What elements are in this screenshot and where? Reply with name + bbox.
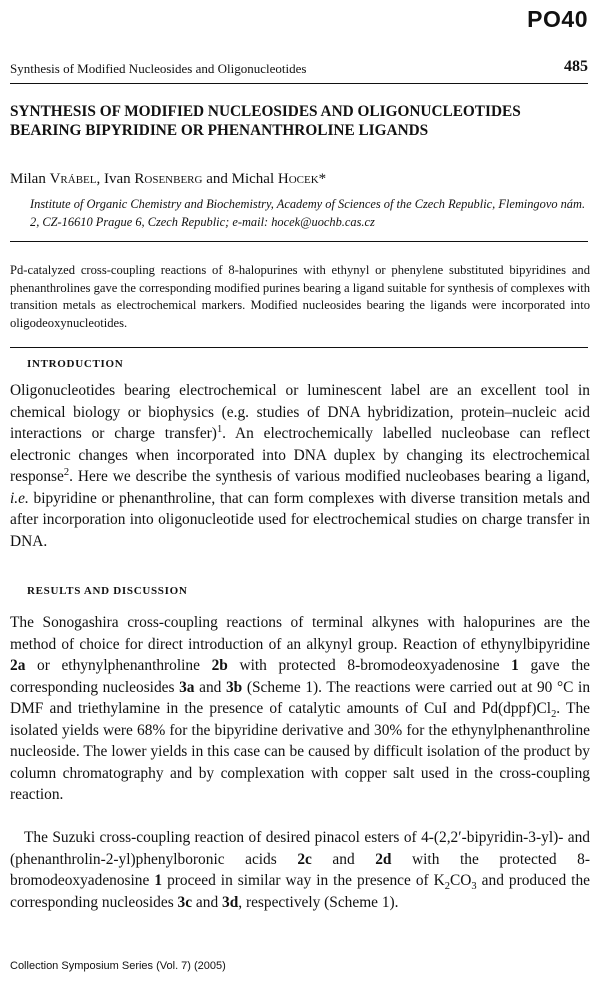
citation-ref: 2 (63, 466, 70, 478)
compound-label: 1 (511, 657, 519, 674)
text-run: or ethynylphenanthroline (25, 657, 212, 674)
compound-label: 3a (179, 678, 195, 696)
author-first-name: Michal (231, 171, 275, 187)
text-run: , respectively (Scheme 1). (238, 893, 399, 911)
compound-label: 2c (297, 850, 312, 868)
running-title: Synthesis of Modified Nucleosides and Oligonucleotides (10, 61, 307, 76)
results-paragraph-1 (10, 612, 590, 806)
abstract: Pd-catalyzed cross-coupling reactions of 8-halopurines with ethynyl or phenylene substituted bipyridines and phenanthrolines gave the corresponding modified purines bearing a ligand suitable for synthesis of complexes with transition metals as electrochemical markers. Modified nucleosides bearing the ligands were incorporated into oligodeoxynucleotides. (10, 263, 590, 330)
author-first-name: Milan (10, 171, 46, 187)
paper-code: PO40 (527, 6, 588, 32)
abstract-bottom-rule (10, 347, 588, 348)
author-last-name: Hocek (277, 171, 319, 187)
text-run: and (192, 893, 222, 911)
text-run: and (194, 678, 226, 696)
author-list (10, 171, 326, 188)
text-run: proceed in similar way in the presence of K (162, 872, 445, 889)
italic-text: i.e. (10, 489, 29, 507)
text-run: The Suzuki cross-coupling reaction of desired pinacol esters of 4-(2,2′-bipyridin-3-yl)- and (phenanthrolin-2-yl)phenylboronic acids (10, 829, 590, 868)
subscript: 2 (444, 881, 451, 893)
footer-series: Collection Symposium Series (Vol. 7) (2005) (10, 960, 226, 972)
text-run: CO (450, 872, 472, 889)
header-rule (10, 83, 588, 84)
author-separator: and (202, 171, 232, 187)
compound-label: 2b (211, 657, 228, 674)
author-first-name: Ivan (103, 171, 131, 187)
text-run: The Sonogashira cross-coupling reactions of terminal alkynes with halopurines are the method of choice for direct introduction of an alkynyl group. Reaction of ethynylbipyridine (10, 614, 590, 653)
compound-label: 3c (177, 893, 193, 911)
text-run: . An electrochemically labelled nucleobase can reflect electronic changes when incorporated into DNA duplex by changing its electrochemical response (10, 425, 590, 485)
text-run: Oligonucleotides bearing electrochemical or luminescent label are an excellent tool in chemical biology or biophysics (e.g. studies of DNA hybridization, protein–nucleic acid interactions or charge transfer) (10, 382, 590, 442)
section-heading-introduction: INTRODUCTION (27, 358, 124, 370)
compound-label: 3d (222, 893, 239, 911)
text-run: (Scheme 1). The reactions were carried out at 90 °C in DMF and triethylamine in the presence of catalytic amounts of CuI and Pd(dppf)Cl (10, 678, 591, 717)
text-run: and produced the corresponding nucleosides (10, 872, 590, 911)
author-last-name: Vrábel (49, 171, 97, 187)
introduction-paragraph (10, 380, 590, 552)
affiliation: Institute of Organic Chemistry and Biochemistry, Academy of Sciences of the Czech Republic, Flemingovo nám. 2, CZ-16610 Prague 6, Czech Republic; e-mail: hocek@uochb.cas.cz (30, 197, 586, 229)
corresponding-author-mark: * (318, 171, 327, 187)
page-number: 485 (564, 58, 588, 75)
compound-label: 2d (375, 850, 392, 868)
compound-label: 1 (154, 872, 163, 889)
section-heading-results: RESULTS AND DISCUSSION (27, 585, 188, 597)
compound-label: 3b (225, 678, 243, 696)
citation-ref: 1 (216, 423, 223, 435)
compound-label: 2a (10, 657, 26, 674)
text-run: . Here we describe the synthesis of various modified nucleobases bearing a ligand, (69, 468, 590, 485)
text-run: and (311, 850, 376, 868)
text-run: gave the corresponding nucleosides (10, 657, 590, 696)
text-run: . The isolated yields were 68% for the bipyridine derivative and 30% for the ethynylphenanthroline nucleoside. The lower yields in this case can be caused by difficult isolation of the product by column chromatography and by complexation with copper salt used in the cross-coupling reaction. (10, 700, 590, 803)
text-run: with the protected 8-bromodeoxyadenosine (10, 850, 590, 889)
running-header (10, 58, 588, 80)
subscript: 2 (551, 709, 557, 721)
author-last-name: Rosenberg (134, 171, 203, 187)
subscript: 3 (471, 881, 477, 893)
results-paragraph-2 (10, 827, 590, 913)
text-run: with protected 8-bromodeoxyadenosine (227, 657, 512, 674)
text-run: bipyridine or phenanthroline, that can form complexes with diverse transition metals and after incorporation into oligonucleotide used for electrochemical studies on charge transfer in DNA. (10, 489, 590, 550)
abstract-top-rule (10, 241, 588, 242)
article-title: SYNTHESIS OF MODIFIED NUCLEOSIDES AND OLIGONUCLEOTIDES BEARING BIPYRIDINE OR PHENANTHROLINE LIGANDS (10, 103, 521, 139)
author-separator: , (96, 171, 104, 187)
